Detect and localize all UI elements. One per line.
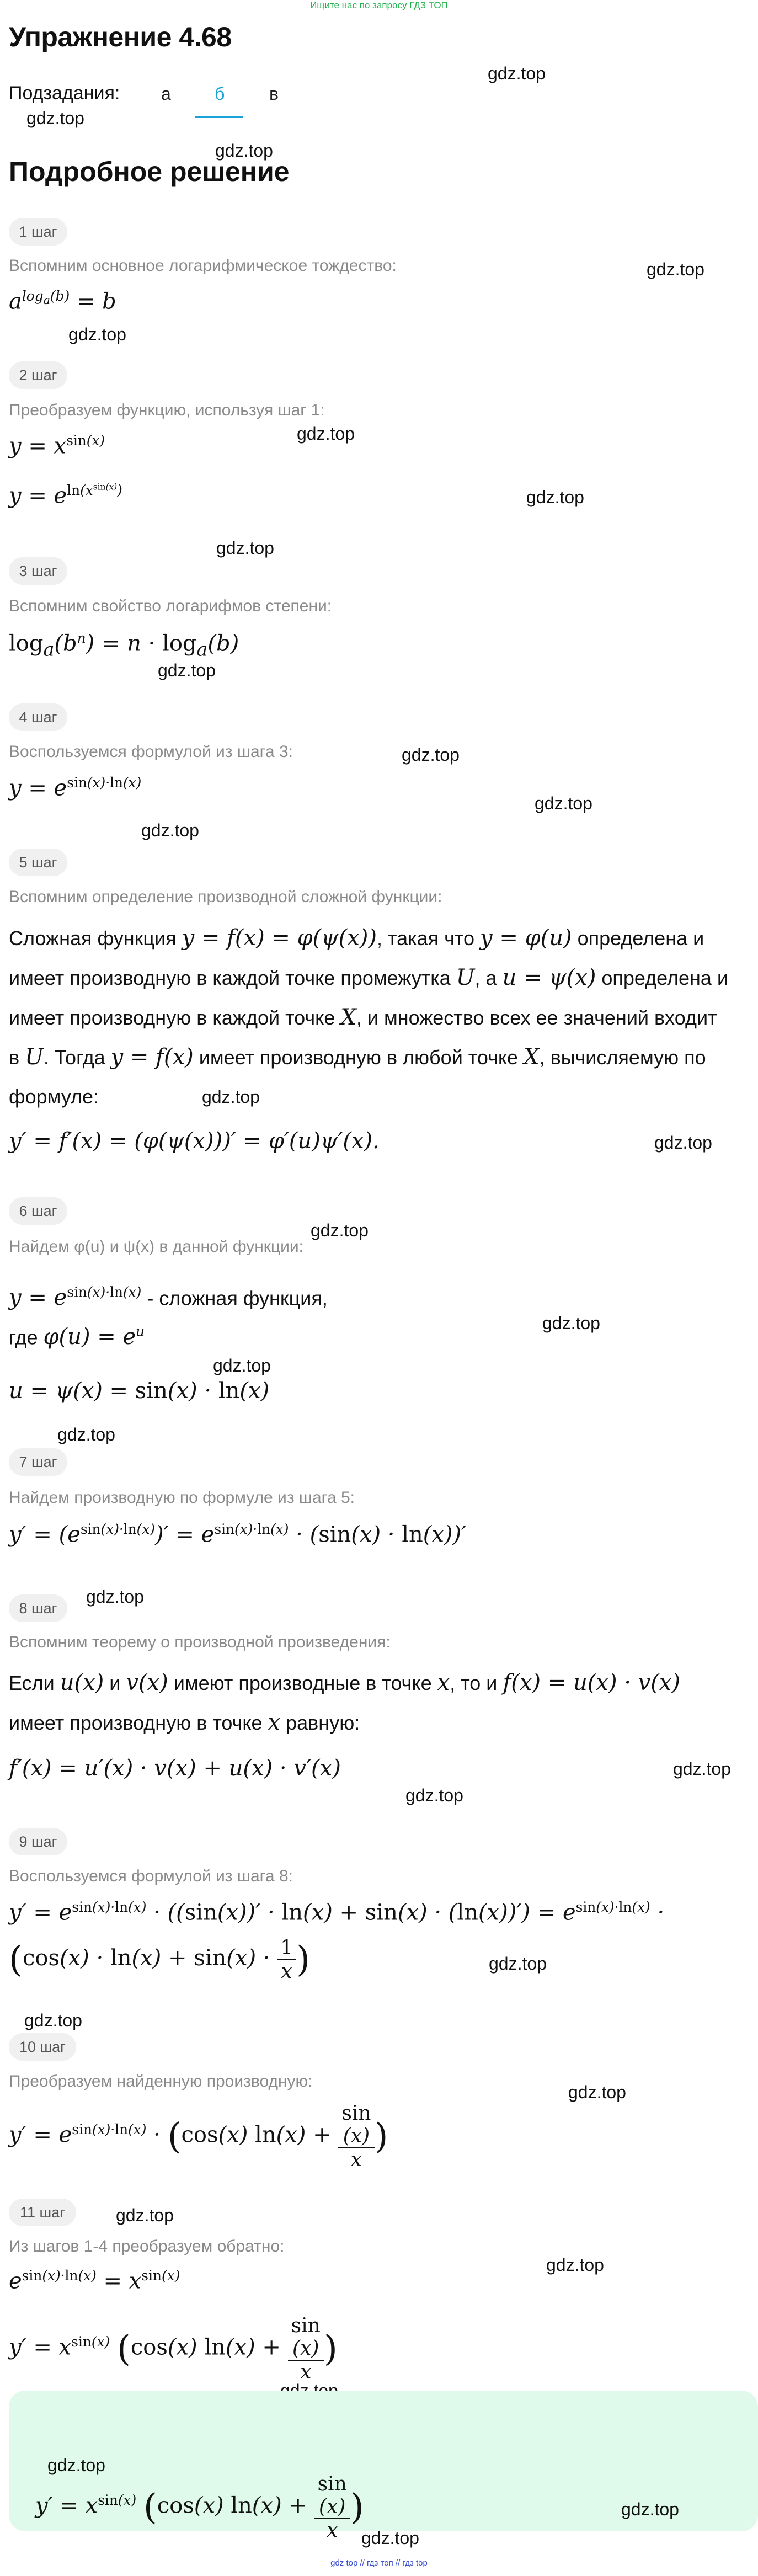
step-4-desc: Воспользуемся формулой из шага 3:	[9, 743, 293, 761]
watermark: gdz.top	[673, 1759, 731, 1779]
watermark: gdz.top	[621, 2499, 679, 2519]
watermark: gdz.top	[202, 1087, 260, 1107]
watermark: gdz.top	[654, 1133, 712, 1153]
step-11-badge: 11 шаг	[9, 2199, 76, 2226]
step-7-desc: Найдем производную по формуле из шага 5:	[9, 1489, 355, 1507]
formula-step11-result: $y' = x^{sin(x)}$ (cos(x) ln(x) + sin (x) x )	[9, 2314, 338, 2383]
formula-log-identity: $a^{log_a(b)} = b$	[9, 288, 116, 314]
step-3-badge: 3 шаг	[9, 557, 67, 585]
step-8-line-1: Если u(x) и v(x) имеют производные в точке x, то и f(x) = u(x) · v(x)	[9, 1670, 680, 1695]
step-9-badge: 9 шаг	[9, 1828, 67, 1855]
watermark: gdz.top	[526, 487, 584, 507]
formula-psi: u = ψ(x) = sin(x) · ln(x)	[9, 1378, 270, 1404]
step-1-badge: 1 шаг	[9, 218, 67, 246]
step-1-desc: Вспомним основное логарифмическое тождество:	[9, 257, 397, 275]
step-11-desc: Из шагов 1-4 преобразуем обратно:	[9, 2237, 285, 2255]
watermark: gdz.top	[158, 660, 216, 680]
step-9-desc: Воспользуемся формулой из шага 8:	[9, 1867, 293, 1885]
watermark: gdz.top	[297, 424, 355, 444]
watermark: gdz.top	[215, 141, 273, 161]
subtasks-label: Подзадания:	[9, 83, 120, 104]
watermark: gdz.top	[402, 745, 460, 765]
step-6-desc: Найдем φ(u) и ψ(x) в данной функции:	[9, 1238, 303, 1256]
tab-a[interactable]: а	[161, 84, 171, 104]
formula-y-power: $y = x^{sin(x)}$	[9, 433, 105, 459]
formula-y-exp-product: $y = e^{sin(x)\cdot ln(x)}$	[9, 775, 142, 801]
step-10-badge: 10 шаг	[9, 2033, 76, 2061]
watermark: gdz.top	[542, 1313, 600, 1333]
watermark: gdz.top	[489, 1954, 547, 1974]
step-3-desc: Вспомним свойство логарифмов степени:	[9, 597, 332, 615]
watermark: gdz.top	[47, 2455, 105, 2475]
watermark: gdz.top	[116, 2205, 174, 2225]
step-6-complex: $y = e^{sin(x)\cdot ln(x)}$ - сложная функция,	[9, 1284, 328, 1311]
watermark: gdz.top	[24, 2010, 82, 2030]
step-4-badge: 4 шаг	[9, 703, 67, 731]
watermark: gdz.top	[68, 324, 126, 344]
formula-y-exp: $y = e^{ln(x^{sin(x)})}$	[9, 482, 122, 509]
footer: gdz top // гдз топ // гдз top	[330, 2558, 428, 2568]
page-title: Упражнение 4.68	[9, 22, 232, 52]
watermark: gdz.top	[361, 2528, 419, 2548]
watermark: gdz.top	[647, 259, 704, 279]
watermark: gdz.top	[546, 2255, 604, 2275]
formula-derivative-chain: $y' = (e^{sin(x)\cdot ln(x)})' = e^{sin(x)\cdot ln(x)} \cdot (\sin(x) \cdot \ln(x))'$	[9, 1521, 467, 1548]
step-8-badge: 8 шаг	[9, 1594, 67, 1622]
step-5-desc: Вспомним определение производной сложной функции:	[9, 888, 442, 906]
watermark: gdz.top	[216, 538, 274, 558]
step-5-line-5: формуле:	[9, 1085, 99, 1108]
formula-step11-identity: $e^{sin(x)\cdot ln(x)} = x^{sin(x)}$	[9, 2268, 180, 2294]
answer-formula: $y' = x^{sin(x)}$ (cos(x) ln(x) + sin (x) x )	[35, 2473, 364, 2542]
watermark: gdz.top	[568, 2082, 626, 2102]
step-7-badge: 7 шаг	[9, 1448, 67, 1476]
watermark: gdz.top	[213, 1356, 271, 1375]
step-5-badge: 5 шаг	[9, 849, 67, 876]
step-10-desc: Преобразуем найденную производную:	[9, 2072, 313, 2090]
watermark: gdz.top	[141, 820, 199, 840]
formula-step9-line1: $y' = e^{sin(x)\cdot ln(x)} \cdot ((\sin(x))' \cdot \ln(x) + \sin(x) \cdot (\ln(x))') = e^{sin(x)\cdot ln(x)}$ ·	[9, 1899, 665, 1926]
tab-v[interactable]: в	[269, 84, 279, 104]
step-5-line-3: имеет производную в каждой точке X, и множество всех ее значений входит	[9, 1005, 717, 1030]
step-8-desc: Вспомним теорему о производной произведения:	[9, 1633, 391, 1651]
watermark: gdz.top	[311, 1220, 369, 1240]
watermark: gdz.top	[488, 63, 546, 83]
solution-heading: Подробное решение	[9, 156, 290, 187]
formula-log-power: $\log_a(b^n) = n \cdot \log_a(b)$	[9, 630, 239, 660]
watermark: gdz.top	[57, 1425, 115, 1444]
tab-b[interactable]: б	[215, 84, 225, 104]
step-6-where: где $\varphi(u) = e^u$	[9, 1324, 145, 1350]
step-6-badge: 6 шаг	[9, 1197, 67, 1225]
watermark: gdz.top	[86, 1587, 144, 1607]
formula-step9-line2: (cos(x) · ln(x) + sin(x) · $\frac{1}{x}$ )	[9, 1937, 311, 1983]
watermark: gdz.top	[26, 108, 84, 128]
step-5-line-2: имеет производную в каждой точке промежутка U, а u = ψ(x) определена и	[9, 965, 729, 990]
step-5-line-4: в U. Тогда y = f(x) имеет производную в любой точке X, вычисляемую по	[9, 1044, 706, 1070]
formula-step10: $y' = e^{sin(x)\cdot ln(x)} \cdot (\cos(x) \ln(x)$ + sin (x) x )	[9, 2102, 388, 2171]
active-tab-indicator	[195, 116, 243, 118]
search-hint: Ищите нас по запросу ГДЗ ТОП	[310, 0, 448, 10]
formula-product-rule: f′(x) = u′(x) · v(x) + u(x) · v′(x)	[9, 1756, 341, 1781]
watermark: gdz.top	[405, 1785, 463, 1805]
step-8-line-2: имеет производную в точке x равную:	[9, 1710, 360, 1735]
step-2-desc: Преобразуем функцию, используя шаг 1:	[9, 401, 325, 419]
step-2-badge: 2 шаг	[9, 361, 67, 389]
watermark: gdz.top	[535, 793, 592, 813]
formula-chain-rule: y′ = f′(x) = (φ(ψ(x)))′ = φ′(u)ψ′(x).	[9, 1128, 380, 1154]
step-5-line-1: Сложная функция y = f(x) = φ(ψ(x)), такая что y = φ(u) определена и	[9, 925, 704, 951]
